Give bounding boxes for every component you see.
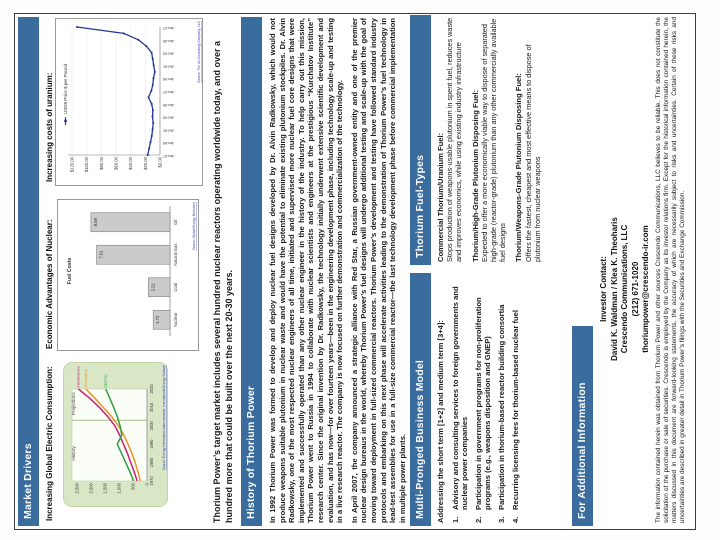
list-item: 2. Participation in government programs for non-proliferation programs (e.g., weapons disposition and GNEP) — [473, 297, 493, 523]
svg-text:Jan-07: Jan-07 — [163, 26, 175, 30]
investor-contact-company: Crescendo Communications, LLC — [620, 224, 629, 354]
svg-text:2,500: 2,500 — [74, 483, 80, 494]
uranium-price-chart — [55, 18, 203, 186]
section-header-market-drivers: Market Drivers — [18, 17, 39, 526]
disclaimer-fine-print: The information contained herein was obtained from Thorium Power and other sources Crescendo Communications, LLC believes to be reliable. This does not constitute the solicitation of the purchase or sale of securities. Crescendo is employed by the Company as its investor relations firm. Except for the historical information contained herein, the matters discussed in this document are forward-looking statements, the accuracy of which are necessarily subject to risks and uncertainties. Certain of these risks and uncertainties are described in greater detail in Thorium Power’s filings with the Securities and Exchange Commission. — [655, 17, 686, 523]
investor-contact-phone: (212) 671-1020 — [630, 261, 640, 317]
target-market-sentence: Thorium Power’s target market includes several hundred nuclear reactors operating worldwide today, and over a hundred more that could be built over the next 20-30 years. — [212, 41, 234, 523]
svg-text:Natural Gas: Natural Gas — [173, 243, 178, 266]
svg-text:Jan-05: Jan-05 — [163, 38, 175, 43]
section-header-additional-info: For Additional Information — [572, 326, 593, 526]
svg-text:Source: Global Energy Decision: Source: Global Energy Decisions — [192, 202, 196, 251]
svg-text:1970: 1970 — [149, 476, 154, 486]
electric-consumption-chart — [63, 362, 168, 507]
svg-text:$40.00: $40.00 — [128, 157, 134, 170]
svg-text:Jan-99: Jan-99 — [163, 77, 175, 82]
svg-text:2020: 2020 — [149, 384, 154, 394]
svg-text:Jan-93: Jan-93 — [163, 115, 175, 120]
svg-text:$80.00: $80.00 — [98, 157, 104, 170]
fact-sheet-page — [14, 13, 696, 530]
fuel-costs-bar-chart — [57, 199, 199, 351]
fuel-types-list — [436, 16, 549, 262]
investor-contact-block — [599, 109, 652, 469]
svg-text:2,000: 2,000 — [88, 483, 94, 494]
svg-text:1990: 1990 — [149, 439, 154, 449]
investor-contact-email[interactable]: thoriumpower@crescendo-ir.com — [641, 225, 650, 353]
svg-text:7.51: 7.51 — [98, 250, 104, 259]
fuel-type-block: Thorium/Weapons-Grade Plutonium Disposing Fuel: Offers the fastest, cheapest and most effective means to dispose of plutonium from nuclear weapons — [514, 44, 542, 262]
svg-text:2000: 2000 — [149, 421, 154, 431]
svg-text:2.21: 2.21 — [150, 283, 156, 292]
svg-text:1,000: 1,000 — [116, 483, 122, 494]
section-header-history: History of Thorium Power — [241, 17, 262, 526]
svg-text:1980: 1980 — [149, 457, 154, 468]
history-paragraph-2: In April 2007, the company announced a strategic alliance with Red Star, a Russian government-owned entity and one of the premier nuclear design bureaus in the world, whereby Thorium Power’s fuel designs will undergo additional testing and scale-up with the goal of moving toward deployment in full-sized commercial reactors. Thorium Power’s development and testing have followed standard industry protocols and embarking on this next phase will accelerate activities leading to the demonstration of Thorium Power’s fuel technology in lead-test assemblies for use in a full-size commercial reactor—the last technology development phase before commercial implementation in multiple power plants. — [349, 18, 407, 523]
svg-text:Jan-87: Jan-87 — [163, 154, 175, 158]
fuel-type-block: Commercial Thorium/Uranium Fuel: Stops production of weapons-usable plutonium in spent fuel, reduces waste and improves economics, while using existing industry infrastructure — [436, 17, 464, 262]
svg-text:Oil: Oil — [173, 219, 178, 225]
fuel-type-block: Thorium/High-Grade Plutonium Disposing Fuel: Expected to offer a more economically viable way to dispose of separated high-grade (reactor-grade) plutonium than any other commercially available fuel designs — [470, 18, 508, 262]
svg-text:EE/FSU: EE/FSU — [104, 374, 109, 388]
history-text — [268, 18, 412, 523]
svg-text:$20.00: $20.00 — [142, 157, 148, 170]
svg-text:Projections: Projections — [71, 392, 76, 416]
list-item: 3. Participation in thorium-based reactor building consortia — [496, 304, 506, 523]
svg-text:Source: Energy Information Adm: Source: Energy Information Administration, International Energy Outlook — [162, 365, 166, 471]
list-item: 1. Advisory and consulting services to foreign governments and nuclear power companies — [450, 286, 470, 523]
investor-contact-names: David K. Waldman / Klea K. Theoharis — [609, 217, 619, 361]
svg-text:U3O8 Price $ per Pound: U3O8 Price $ per Pound — [63, 63, 69, 114]
svg-text:Coal: Coal — [173, 282, 178, 292]
business-model-list — [436, 275, 524, 523]
svg-text:Nuclear: Nuclear — [173, 312, 178, 327]
label-uranium-costs: Increasing costs of uranium: — [45, 72, 54, 182]
svg-text:8.09: 8.09 — [92, 218, 98, 227]
label-electric-consumption: Increasing Global Electric Consumption: — [45, 366, 54, 521]
svg-text:2010: 2010 — [149, 402, 154, 413]
svg-text:$120.00: $120.00 — [69, 157, 75, 173]
svg-text:Industrialized: Industrialized — [76, 366, 81, 388]
svg-text:History: History — [71, 446, 76, 461]
svg-text:$100.00: $100.00 — [84, 157, 90, 173]
svg-text:Jan-89: Jan-89 — [163, 141, 175, 146]
svg-text:1,500: 1,500 — [102, 483, 108, 494]
svg-text:0: 0 — [144, 483, 150, 486]
svg-text:$60.00: $60.00 — [113, 157, 119, 170]
svg-text:500: 500 — [130, 483, 136, 490]
svg-text:Jan-95: Jan-95 — [163, 102, 175, 107]
section-header-business-model: Multi-Pronged Business Model — [410, 273, 431, 526]
svg-text:Jan-03: Jan-03 — [163, 51, 175, 56]
svg-text:Source: The Ux Consulting Comp: Source: The Ux Consulting Company, LLC — [197, 21, 201, 83]
label-economic-advantages: Economic Advantages of Nuclear: — [45, 219, 54, 349]
svg-text:$0.00: $0.00 — [157, 157, 163, 168]
history-paragraph-1: In 1992 Thorium Power was formed to develop and deploy nuclear fuel designs developed by Dr. Alvin Radkowsky, which would not produce weapons suitable plutonium in nuclear waste and would have the potential to eliminate existing plutonium stockpiles. Dr. Alvin Radkowsky, one of the most respected nuclear engineers of all time, initiated and supervised more nuclear fuel core designs that were implemented and successfully operated than any other nuclear engineer in the history of the industry. To help carry out this mission, Thorium Power went to Russia in 1994 to collaborate with nuclear scientists and engineers at the prestigious “Kurchatov Institute” research center. Since the original invention by Dr. Radkowsky, the technology initially underwent extensive scientific development and evaluation, and has now—for over fourteen years—been in the engineering development phase, including technology scale-up and testing in a live research reactor. The company is now focused on further demonstration and commercialization of the technology. — [268, 18, 345, 523]
svg-text:Fuel Costs: Fuel Costs — [67, 257, 73, 285]
svg-text:Jan-01: Jan-01 — [163, 64, 175, 69]
svg-text:1.72: 1.72 — [155, 315, 161, 324]
svg-text:Developing: Developing — [84, 369, 89, 388]
svg-text:Jan-91: Jan-91 — [163, 128, 175, 133]
svg-text:Jan-97: Jan-97 — [163, 90, 175, 94]
list-item: 4. Recurring licensing fees for thorium-based nuclear fuel — [510, 309, 520, 523]
investor-contact-heading: Investor Contact: — [599, 256, 608, 322]
business-intro: Addressing the short term [1+2] and medium term [3+4]: — [436, 320, 445, 523]
section-header-fuel-types: Thorium Fuel-Types — [410, 15, 431, 265]
